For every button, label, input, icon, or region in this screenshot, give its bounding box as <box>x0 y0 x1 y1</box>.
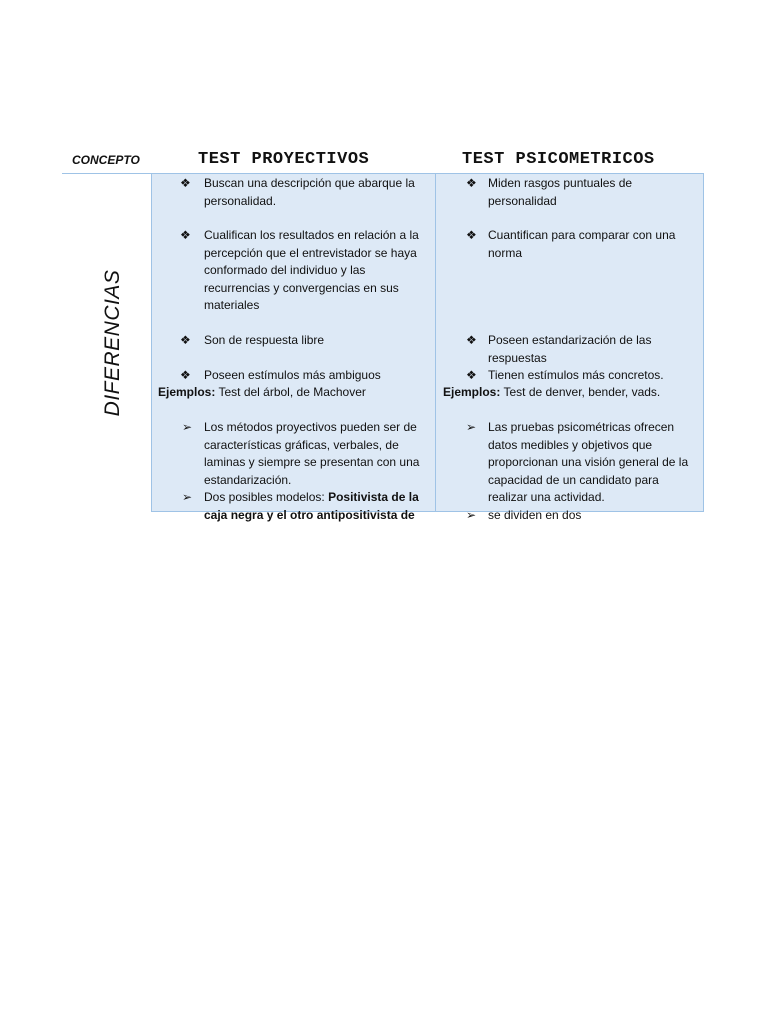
concepto-label: CONCEPTO <box>72 153 140 167</box>
diamond-bullet-icon: ❖ <box>466 176 477 190</box>
cell-proyectivos <box>151 173 436 522</box>
diamond-bullet-icon: ❖ <box>180 176 191 190</box>
diamond-bullet-icon: ❖ <box>466 368 477 382</box>
row-label-diferencias <box>88 178 138 508</box>
item-text: Cuantifican para comparar con una norma <box>488 228 676 260</box>
arrow-bullet-icon: ➢ <box>182 420 193 434</box>
row-divider-line <box>62 173 152 174</box>
arrow-bullet-icon: ➢ <box>466 420 477 434</box>
arrow-bullet-icon: ➢ <box>466 508 477 522</box>
item-text: Tienen estímulos más concretos. <box>488 368 664 382</box>
cell-psicometricos <box>435 173 704 522</box>
diamond-bullet-icon: ❖ <box>466 228 477 242</box>
item-text: Los métodos proyectivos pueden ser de características gráficas, verbales, de laminas y siempre se presentan con una estandarización. <box>204 420 420 487</box>
models-text: Dos posibles modelos: <box>204 490 329 504</box>
item-text: Poseen estandarización de las respuestas <box>488 333 652 365</box>
header-test-psicometricos: TEST PSICOMETRICOS <box>462 150 655 169</box>
arrow-bullet-icon: ➢ <box>182 490 193 504</box>
examples-label: Ejemplos: <box>443 385 501 399</box>
examples-label: Ejemplos: <box>158 385 216 399</box>
row-label-text: DIFERENCIAS <box>101 269 124 417</box>
diamond-bullet-icon: ❖ <box>180 368 191 382</box>
item-text: se dividen en dos <box>488 508 582 522</box>
item-text: Las pruebas psicométricas ofrecen datos medibles y objetivos que proporcionan una visión general de la capacidad de un candidato para realizar una actividad. <box>488 420 689 504</box>
item-text: Miden rasgos puntuales de personalidad <box>488 176 633 208</box>
item-text: Son de respuesta libre <box>204 333 325 347</box>
examples-text: Test de denver, bender, vads. <box>500 385 661 399</box>
item-text <box>204 489 430 524</box>
diamond-bullet-icon: ❖ <box>180 333 191 347</box>
item-text: Poseen estímulos más ambiguos <box>204 368 381 382</box>
examples-line <box>158 384 366 402</box>
examples-text: Test del árbol, de Machover <box>215 385 366 399</box>
models-bold-text: Positivista de la caja negra y el otro antipositivista de <box>204 490 419 522</box>
diamond-bullet-icon: ❖ <box>180 228 191 242</box>
diamond-bullet-icon: ❖ <box>466 333 477 347</box>
header-test-proyectivos: TEST PROYECTIVOS <box>198 150 370 169</box>
item-text: Cualifican los resultados en relación a la percepción que el entrevistador se haya conformado del individuo y las recurrencias y convergencias en sus materiales <box>204 228 419 312</box>
item-text: Buscan una descripción que abarque la personalidad. <box>204 176 415 208</box>
examples-line <box>443 384 660 402</box>
